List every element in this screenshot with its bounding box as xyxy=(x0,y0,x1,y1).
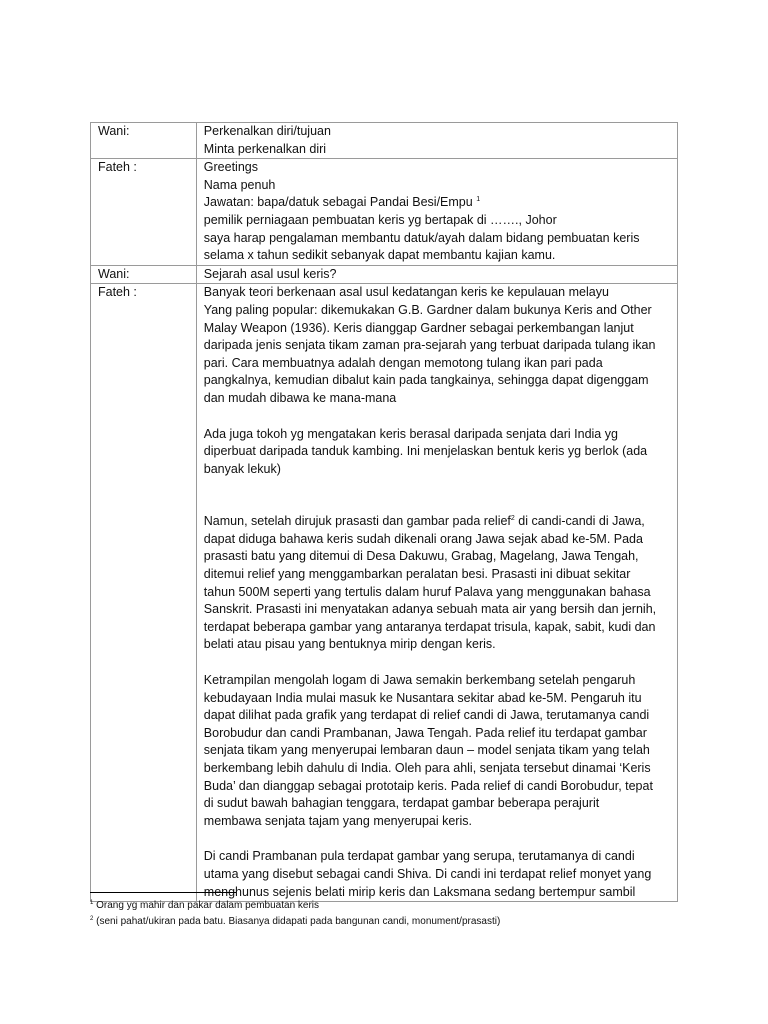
speaker-cell xyxy=(91,159,197,266)
dialogue-line: Ketrampilan mengolah logam di Jawa semakin berkembang setelah pengaruh xyxy=(203,673,636,688)
dialogue-line: membawa senjata tajam yang menyerupai keris. xyxy=(203,813,472,828)
dialogue-line: belati atau pisau yang bentuknya mirip dengan keris. xyxy=(203,637,496,652)
paragraph-spacer xyxy=(204,478,671,513)
dialogue-line: Yang paling popular: dikemukakan G.B. Gardner dalam bukunya Keris and Other xyxy=(203,302,652,317)
paragraph-prasasti xyxy=(204,513,671,654)
dialogue-line: dan mudah dibawa ke mana-mana xyxy=(203,390,397,405)
speaker-cell xyxy=(91,265,197,284)
speaker-label: Fateh : xyxy=(98,285,137,300)
dialogue-line: utama yang disebut sebagai candi Shiva. Di candi ini terdapat relief monyet yang xyxy=(203,866,652,881)
dialogue-line: ditemui relief yang menggambarkan peralatan besi. Prasasti ini dibuat sekitar xyxy=(203,567,631,582)
dialogue-text: Jawatan: bapa/datuk sebagai Pandai Besi/Empu xyxy=(203,195,473,210)
table-row xyxy=(91,159,678,266)
footnote-number: 2 xyxy=(90,916,94,922)
footnote-ref: 2 xyxy=(510,515,515,523)
footnote xyxy=(90,914,690,930)
dialogue-line: Sejarah asal usul keris? xyxy=(203,266,337,281)
dialogue-line: Minta perkenalkan diri xyxy=(203,141,327,156)
dialogue-line xyxy=(204,194,671,212)
dialogue-cell xyxy=(196,123,677,159)
paragraph-india-theory xyxy=(204,426,671,479)
dialogue-line: Banyak teori berkenaan asal usul kedatangan keris ke kepulauan melayu xyxy=(203,285,609,300)
speaker-label: Fateh : xyxy=(98,160,137,175)
dialogue-line: dapat diduga bahawa keris sudah dikenali orang Jawa sejak abad ke-5M. Pada xyxy=(203,531,643,546)
speaker-cell xyxy=(91,284,197,902)
dialogue-line: pangkalnya, kemudian dibalut kain pada tangkainya, sehingga dapat digenggam xyxy=(203,373,649,388)
footnote-number: 1 xyxy=(90,900,94,906)
footnote-divider xyxy=(90,892,236,893)
interview-script-table xyxy=(90,122,678,902)
dialogue-cell xyxy=(196,284,677,902)
footnotes xyxy=(90,898,690,930)
dialogue-line: Perkenalkan diri/tujuan xyxy=(203,124,331,138)
table-row xyxy=(91,265,678,284)
footnote-text: Orang yg mahir dan pakar dalam pembuatan keris xyxy=(96,900,320,911)
footnote-ref: 1 xyxy=(476,196,481,204)
dialogue-cell xyxy=(196,159,677,266)
dialogue-line: selama x tahun sedikit sebanyak dapat membantu kajian kamu. xyxy=(203,248,556,263)
dialogue-line: Di candi Prambanan pula terdapat gambar yang serupa, terutamanya di candi xyxy=(203,849,635,864)
dialogue-line: banyak lekuk) xyxy=(203,461,281,476)
speaker-cell xyxy=(91,123,197,159)
dialogue-line: menghunus sejenis belati mirip keris dan Laksmana sedang bertempur sambil xyxy=(203,884,636,899)
dialogue-line: di sudut bawah bahagian tenggara, terdapat gambar beberapa perajurit xyxy=(203,796,600,811)
dialogue-line: Buda’ dan dianggap sebagai prototaip keris. Pada relief di candi Borobudur, tepat xyxy=(203,778,653,793)
paragraph-spacer xyxy=(204,830,671,848)
dialogue-text: Namun, setelah dirujuk prasasti dan gambar pada relief xyxy=(203,514,511,529)
dialogue-line: berkembang lebih dahulu di India. Oleh para ahli, senjata tersebut dinamai ‘Keris xyxy=(203,761,651,775)
dialogue-line: pemilik perniagaan pembuatan keris yg bertapak di ……., Johor xyxy=(203,212,557,227)
dialogue-text: di candi-candi di Jawa, xyxy=(514,514,645,529)
dialogue-line: daripada jenis senjata tikam zaman pra-sejarah yang terbuat daripada tulang ikan xyxy=(203,338,656,353)
paragraph-prambanan xyxy=(204,848,671,901)
dialogue-line: Greetings xyxy=(203,160,258,175)
dialogue-line xyxy=(204,513,671,531)
paragraph-metalwork xyxy=(204,672,671,830)
dialogue-line: tahun 500M seperti yang tertulis dalam huruf Palava yang menggunakan bahasa xyxy=(203,584,651,599)
table-row xyxy=(91,123,678,159)
dialogue-line: Ada juga tokoh yg mengatakan keris berasal daripada senjata dari India yg xyxy=(203,426,618,441)
dialogue-line: kebudayaan India mulai masuk ke Nusantara sekitar abad ke-5M. Pengaruh itu xyxy=(203,690,642,705)
paragraph-gardner-theory xyxy=(204,284,671,407)
table-row xyxy=(91,284,678,902)
dialogue-cell xyxy=(196,265,677,284)
dialogue-line: Nama penuh xyxy=(203,177,276,192)
speaker-label: Wani: xyxy=(98,124,130,138)
dialogue-line: prasasti batu yang ditemui di Desa Dakuwu, Grabag, Magelang, Jawa Tengah, xyxy=(203,549,639,564)
dialogue-line: terdapat beberapa gambar yang antaranya terdapat trisula, kapak, sabit, kudi dan xyxy=(203,619,656,634)
speaker-label: Wani: xyxy=(98,266,130,281)
paragraph-spacer xyxy=(204,408,671,426)
dialogue-line: senjata tikam yang menyerupai lembaran daun – model senjata tikam yang telah xyxy=(203,743,650,758)
footnote xyxy=(90,898,690,914)
dialogue-line: dapat dilihat pada grafik yang terdapat di relief candi di Jawa, terutamanya candi xyxy=(203,708,650,723)
paragraph-spacer xyxy=(204,654,671,672)
dialogue-line: Borobudur dan candi Prambanan, Jawa Tengah. Pada relief itu terdapat gambar xyxy=(203,725,647,740)
footnote-text: (seni pahat/ukiran pada batu. Biasanya didapati pada bangunan candi, monument/prasasti) xyxy=(96,916,501,927)
dialogue-line: Malay Weapon (1936). Keris dianggap Gardner sebagai perkembangan lanjut xyxy=(203,320,634,335)
dialogue-line: Sanskrit. Prasasti ini menyatakan adanya sebuah mata air yang bersih dan jernih, xyxy=(203,602,657,617)
dialogue-line: diperbuat daripada tanduk kambing. Ini menjelaskan bentuk keris yg berlok (ada xyxy=(203,444,648,459)
dialogue-line: saya harap pengalaman membantu datuk/ayah dalam bidang pembuatan keris xyxy=(203,230,640,245)
dialogue-line: pari. Cara membuatnya adalah dengan memotong tulang ikan pari pada xyxy=(203,355,603,370)
